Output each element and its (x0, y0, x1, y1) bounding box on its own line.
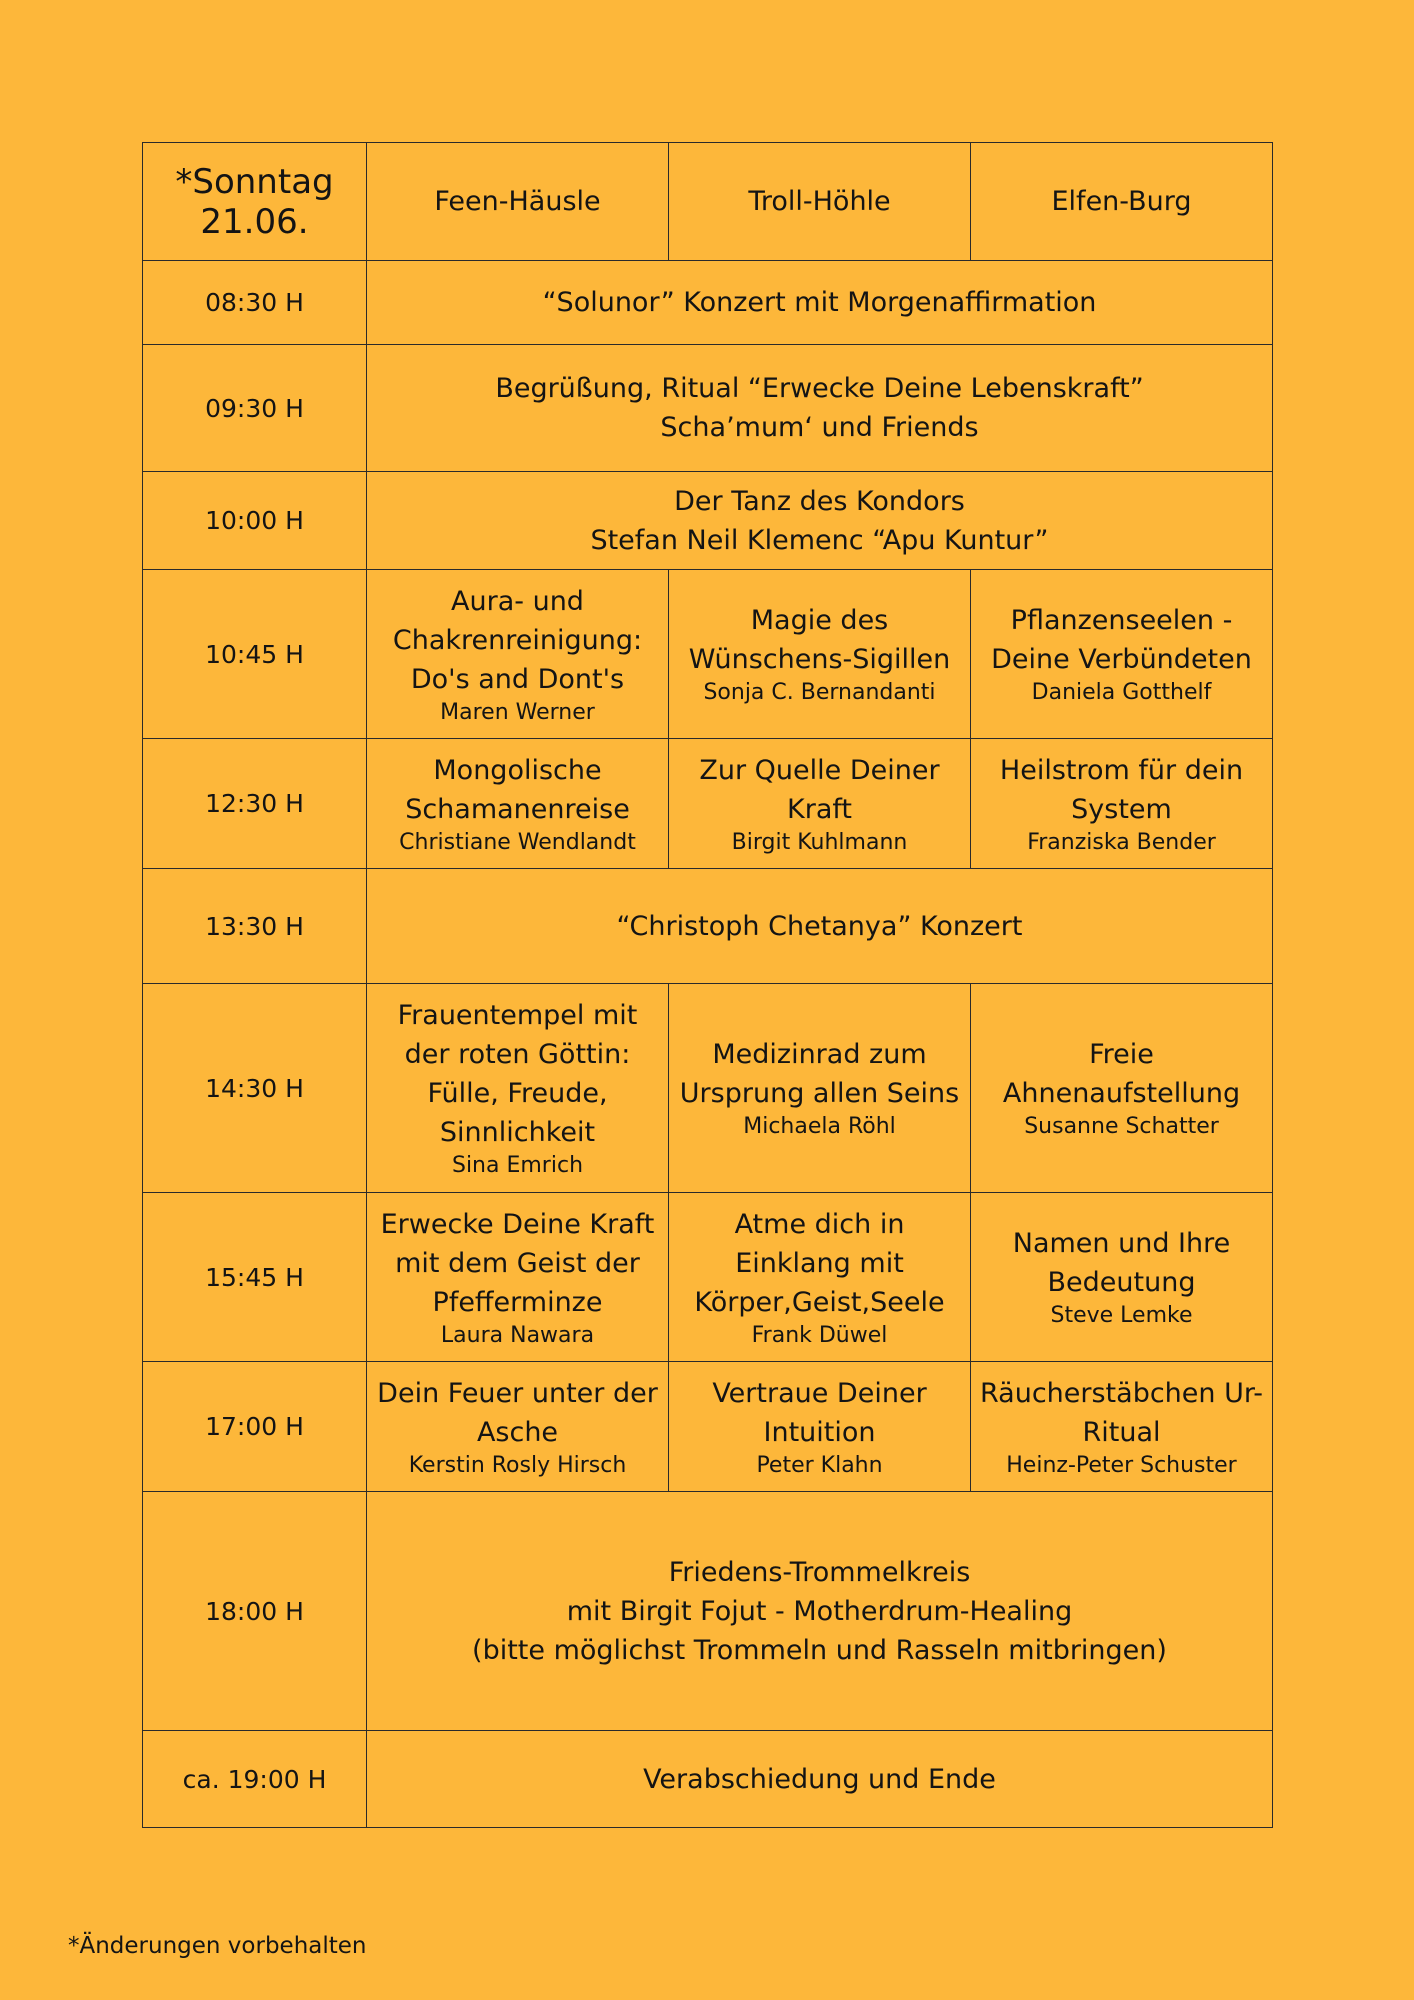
day-header (143, 143, 367, 261)
session-speaker: Sina Emrich (451, 1153, 584, 1178)
event-line: Begrüßung, Ritual “Erwecke Deine Lebenskraft” (495, 373, 1144, 404)
schedule-row (143, 1193, 1273, 1362)
event-line: Friedens-Trommelkreis (668, 1556, 971, 1588)
session-title: Namen und Ihre Bedeutung (1012, 1228, 1231, 1298)
session-cell (669, 739, 971, 869)
session-speaker: Daniela Gotthelf (1031, 680, 1212, 705)
schedule-table (142, 142, 1273, 1828)
schedule-row (143, 1362, 1273, 1492)
header-row (143, 143, 1273, 261)
event-line: “Solunor” Konzert mit Morgenaffirmation (542, 287, 1097, 318)
time-cell: 10:45 H (143, 570, 367, 739)
session-title: Pflanzenseelen - Deine Verbündeten (991, 605, 1252, 675)
schedule-row (143, 739, 1273, 869)
time-cell: ca. 19:00 H (143, 1731, 367, 1828)
session-cell (669, 570, 971, 739)
session-cell (367, 1362, 669, 1492)
session-title: Dein Feuer unter der Asche (377, 1377, 658, 1448)
day-label: *Sonntag (175, 161, 334, 202)
session-title: Medizinrad zum Ursprung allen Seins (679, 1039, 960, 1109)
location-feen-haeusle: Feen-Häusle (367, 143, 669, 261)
session-cell (971, 739, 1273, 869)
session-speaker: Laura Nawara (440, 1322, 595, 1348)
session-speaker: Kerstin Rosly Hirsch (408, 1452, 627, 1478)
session-cell (367, 1193, 669, 1362)
schedule-row (143, 261, 1273, 345)
event-line: Verabschiedung und Ende (643, 1763, 996, 1795)
session-cell (971, 570, 1273, 739)
session-speaker: Sonja C. Bernandanti (703, 680, 936, 705)
session-speaker: Michaela Röhl (743, 1114, 896, 1139)
session-cell (669, 1193, 971, 1362)
session-speaker: Heinz-Peter Schuster (1006, 1452, 1237, 1478)
session-speaker: Frank Düwel (751, 1322, 888, 1348)
session-speaker: Susanne Schatter (1024, 1114, 1219, 1139)
footnote: *Änderungen vorbehalten (68, 1933, 367, 1959)
session-title: Räucherstäbchen Ur-Ritual (980, 1377, 1263, 1448)
event-cell (367, 1492, 1273, 1731)
session-speaker: Maren Werner (440, 699, 595, 725)
event-line: (bitte möglichst Trommeln und Rasseln mitbringen) (472, 1634, 1167, 1666)
schedule-row (143, 1731, 1273, 1828)
session-title: Freie Ahnenaufstellung (1002, 1039, 1241, 1109)
event-cell (367, 869, 1273, 984)
location-troll-hoehle: Troll-Höhle (669, 143, 971, 261)
session-cell (669, 984, 971, 1193)
schedule-row (143, 472, 1273, 570)
session-title: Aura- und Chakrenreinigung: Do's and Dont's (392, 585, 643, 695)
date-label: 21.06. (200, 201, 309, 242)
session-cell (971, 984, 1273, 1193)
session-title: Zur Quelle Deiner Kraft (699, 754, 940, 825)
session-title: Atme dich in Einklang mit Körper,Geist,Seele (694, 1208, 945, 1318)
event-cell (367, 261, 1273, 345)
session-title: Magie des Wünschens-Sigillen (688, 605, 951, 675)
event-line: “Christoph Chetanya” Konzert (616, 910, 1023, 942)
schedule-row (143, 984, 1273, 1193)
session-title: Mongolische Schamanenreise (405, 754, 630, 825)
time-cell: 09:30 H (143, 345, 367, 472)
session-cell (367, 570, 669, 739)
event-cell (367, 345, 1273, 472)
session-speaker: Birgit Kuhlmann (731, 829, 908, 855)
schedule-row (143, 869, 1273, 984)
time-cell: 17:00 H (143, 1362, 367, 1492)
session-title: Frauentempel mit der roten Göttin: Fülle, Freude, Sinnlichkeit (397, 1000, 638, 1148)
event-line: Scha’mum‘ und Friends (660, 412, 979, 443)
schedule-row (143, 1492, 1273, 1731)
location-elfen-burg: Elfen-Burg (971, 143, 1273, 261)
time-cell: 15:45 H (143, 1193, 367, 1362)
session-cell (971, 1193, 1273, 1362)
session-speaker: Peter Klahn (756, 1452, 883, 1478)
session-cell (367, 739, 669, 869)
session-speaker: Franziska Bender (1027, 829, 1216, 855)
session-title: Heilstrom für dein System (999, 754, 1244, 825)
time-cell: 18:00 H (143, 1492, 367, 1731)
time-cell: 13:30 H (143, 869, 367, 984)
session-cell (669, 1362, 971, 1492)
time-cell: 12:30 H (143, 739, 367, 869)
session-speaker: Christiane Wendlandt (399, 829, 636, 855)
schedule-row (143, 345, 1273, 472)
session-speaker: Steve Lemke (1050, 1303, 1193, 1328)
session-title: Erwecke Deine Kraft mit dem Geist der Pfefferminze (380, 1208, 655, 1318)
time-cell: 14:30 H (143, 984, 367, 1193)
schedule-row (143, 570, 1273, 739)
session-cell (367, 984, 669, 1193)
time-cell: 10:00 H (143, 472, 367, 570)
event-cell (367, 472, 1273, 570)
session-title: Vertraue Deiner Intuition (712, 1377, 927, 1448)
session-cell (971, 1362, 1273, 1492)
time-cell: 08:30 H (143, 261, 367, 345)
event-line: Der Tanz des Kondors (674, 485, 965, 517)
event-line: mit Birgit Fojut - Motherdrum-Healing (566, 1595, 1073, 1627)
event-line: Stefan Neil Klemenc “Apu Kuntur” (590, 524, 1049, 556)
event-cell (367, 1731, 1273, 1828)
